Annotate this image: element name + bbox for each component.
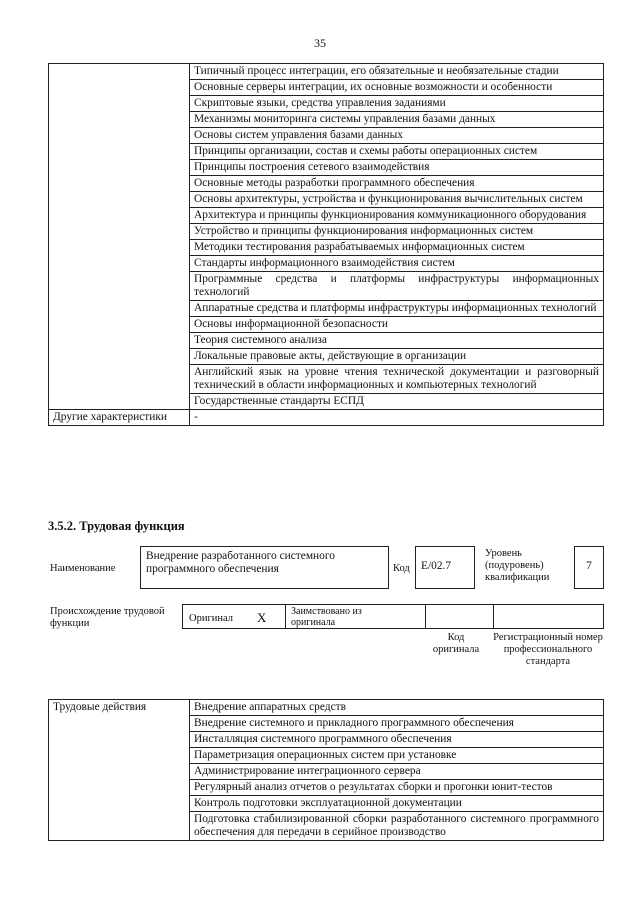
labor-actions-table (48, 699, 604, 841)
knowledge-item: Принципы организации, состав и схемы работы операционных систем (190, 144, 604, 160)
section-title: 3.5.2. Трудовая функция (48, 519, 185, 533)
knowledge-item: Основные серверы интеграции, их основные возможности и особенности (190, 80, 604, 96)
labor-action-item: Подготовка стабилизированной сборки разработанного системного программного обеспечения для передачи в серийное производство (190, 812, 604, 841)
table-row (49, 410, 604, 426)
origin-label: Происхождение трудовой функции (50, 606, 165, 629)
origin-box (182, 604, 604, 629)
knowledge-item: Устройство и принципы функционирования информационных систем (190, 224, 604, 240)
knowledge-item: Стандарты информационного взаимодействия систем (190, 256, 604, 272)
labor-action-item: Внедрение системного и прикладного программного обеспечения (190, 716, 604, 732)
labor-action-item: Параметризация операционных систем при установке (190, 748, 604, 764)
labor-action-item: Регулярный анализ отчетов о результатах сборки и прогонки юнит-тестов (190, 780, 604, 796)
knowledge-item: Механизмы мониторинга системы управления базами данных (190, 112, 604, 128)
labor-action-item: Контроль подготовки эксплуатационной документации (190, 796, 604, 812)
labor-actions-label: Трудовые действия (49, 700, 190, 841)
labor-action-item: Инсталляция системного программного обеспечения (190, 732, 604, 748)
knowledge-item: Основы систем управления базами данных (190, 128, 604, 144)
knowledge-label-cell (49, 64, 190, 410)
level-label: Уровень (подуровень) квалификации (485, 548, 550, 583)
page-number: 35 (314, 36, 326, 50)
knowledge-item: Аппаратные средства и платформы инфраструктуры информационных технологий (190, 301, 604, 317)
knowledge-item: Государственные стандарты ЕСПД (190, 394, 604, 410)
knowledge-item: Основы архитектуры, устройства и функционирования вычислительных систем (190, 192, 604, 208)
knowledge-item: Английский язык на уровне чтения технической документации и разговорный технический в области информационных и компьютерных технологий (190, 365, 604, 394)
knowledge-item: Локальные правовые акты, действующие в организации (190, 349, 604, 365)
knowledge-item: Типичный процесс интеграции, его обязательные и необязательные стадии (190, 64, 604, 80)
original-label: Оригинал (189, 613, 233, 624)
original-mark: X (257, 610, 267, 625)
knowledge-item: Архитектура и принципы функционирования коммуникационного оборудования (190, 208, 604, 224)
origin-divider (425, 605, 426, 628)
labor-action-item: Администрирование интеграционного сервера (190, 764, 604, 780)
labor-action-item: Внедрение аппаратных средств (190, 700, 604, 716)
function-name-box: Внедрение разработанного системного программного обеспечения (140, 546, 389, 589)
other-characteristics-value: - (190, 410, 604, 426)
origin-divider (285, 605, 286, 628)
borrowed-label: Заимствовано из оригинала (291, 606, 362, 628)
level-value-box: 7 (574, 546, 604, 589)
knowledge-item: Принципы построения сетевого взаимодействия (190, 160, 604, 176)
knowledge-item: Теория системного анализа (190, 333, 604, 349)
knowledge-item: Скриптовые языки, средства управления заданиями (190, 96, 604, 112)
knowledge-item: Основные методы разработки программного обеспечения (190, 176, 604, 192)
code-label: Код (393, 563, 410, 574)
other-characteristics-label: Другие характеристики (49, 410, 190, 426)
knowledge-item: Методики тестирования разрабатываемых информационных систем (190, 240, 604, 256)
knowledge-item: Основы информационной безопасности (190, 317, 604, 333)
table-row (49, 700, 604, 716)
knowledge-table (48, 63, 604, 426)
knowledge-item: Программные средства и платформы инфраструктуры информационных технологий (190, 272, 604, 301)
reg-number-caption: Регистрационный номер профессионального стандарта (493, 632, 603, 667)
origin-divider (493, 605, 494, 628)
table-row (49, 64, 604, 80)
function-code-box: E/02.7 (415, 546, 475, 589)
code-original-caption: Код оригинала (432, 632, 480, 655)
name-label: Наименование (50, 563, 116, 574)
